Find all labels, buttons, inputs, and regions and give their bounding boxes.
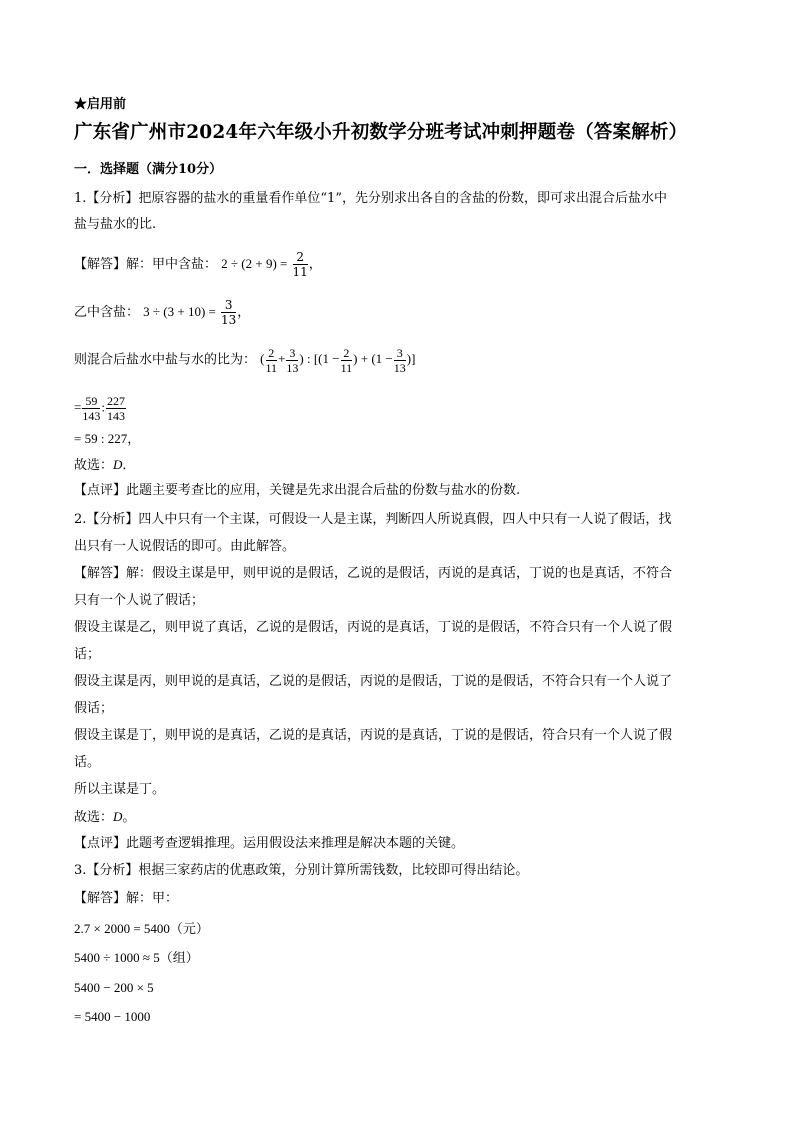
q2-solution-bing-cont: 假话； (74, 701, 114, 716)
confidential-mark: ★启用前 (74, 97, 127, 112)
q2-comment: 【点评】此题考查逻辑推理。运用假设法来推理是解决本题的关键。 (74, 836, 465, 851)
q3-calc-line2: 5400 ÷ 1000 ≈ 5（组） (74, 950, 199, 965)
q1-analysis-line1: 1.【分析】把原容器的盐水的重量看作单位“1”，先分别求出各自的含盐的份数，即可求出混合后盐水中 (74, 191, 667, 206)
q1-analysis-line2: 盐与盐水的比. (74, 217, 157, 232)
q2-analysis-line2: 出只有一人说假话的即可。由此解答。 (74, 539, 296, 554)
q2-solution-jia: 【解答】解：假设主谋是甲，则甲说的是假话，乙说的是假话，丙说的是真话，丁说的也是真话，不符合 (74, 566, 673, 581)
q1-jia-expression: 2 ÷ (2 + 9) = (221, 256, 288, 271)
q1-yi-expression: 3 ÷ (3 + 10) = (143, 304, 216, 319)
q1-solution-yi: 乙中含盐： 3 ÷ (3 + 10) = $\frac{3}{13}$ ， (74, 298, 251, 327)
q3-analysis: 3.【分析】根据三家药店的优惠政策，分别计算所需钱数，比较即可得出结论。 (74, 863, 529, 878)
q2-answer: 故选：D。 (74, 809, 136, 825)
q2-solution-bing: 假设主谋是丙，则甲说的是真话，乙说的是假话，丙说的是假话，丁说的是假话，不符合只有一个人说了 (74, 674, 673, 689)
q2-solution-jia-cont: 只有一个人说了假话； (74, 593, 205, 608)
q1-yi-prefix: 乙中含盐： (74, 305, 140, 320)
page-title: 广东省广州市2024年六年级小升初数学分班考试冲刺押题卷（答案解析） (74, 122, 688, 143)
q1-ratio-step2: = 59 : 227， (74, 431, 141, 446)
q1-ratio-prefix: 则混合后盐水中盐与水的比为： (74, 352, 257, 368)
section-heading: 一．选择题（满分10分） (74, 162, 223, 177)
q2-solution-ding-cont: 话。 (74, 755, 101, 770)
q2-analysis-line1: 2.【分析】四人中只有一个主谋，可假设一人是主谋，判断四人所说真假，四人中只有一人说了假话，找 (74, 512, 672, 527)
q2-solution-yi-cont: 话； (74, 647, 101, 662)
q3-calc-line1: 2.7 × 2000 = 5400（元） (74, 921, 209, 936)
q2-solution-yi: 假设主谋是乙，则甲说了真话，乙说的是假话，丙说的是真话，丁说的是假话，不符合只有一个人说了假 (74, 620, 673, 635)
q1-solution-jia: 【解答】解：甲中含盐： 2 ÷ (2 + 9) = $\frac{2}{11}$ ， (74, 250, 322, 279)
q3-calc-line3: 5400 − 200 × 5 (74, 980, 154, 995)
q3-solution: 【解答】解：甲： (74, 891, 179, 906)
q1-ratio-expression: ( $\frac{2}{11}$ + $\frac{3}{13}$ ) : [(1 − $\frac{2}{11}$ ) + (1 − $\frac{3}{13}$ )] (260, 346, 416, 375)
q1-ratio-step1: = $\frac{59}{143}$ : $\frac{227}{143}$ (74, 394, 125, 423)
q2-solution-ding: 假设主谋是丁，则甲说的是真话，乙说的是真话，丙说的是真话，丁说的是假话，符合只有一个人说了假 (74, 728, 673, 743)
q1-fraction-3-13: $\frac{3}{13}$ (221, 298, 237, 327)
q1-comment: 【点评】此题主要考查比的应用，关键是先求出混合后盐的份数与盐水的份数. (74, 483, 521, 498)
q3-calc-line4: = 5400 − 1000 (74, 1009, 151, 1024)
q2-conclusion: 所以主谋是丁。 (74, 782, 166, 797)
q1-answer: 故选：D． (74, 457, 136, 473)
q1-ratio-line (74, 346, 415, 375)
q1-solution-prefix: 【解答】解：甲中含盐： (74, 257, 218, 272)
q1-fraction-2-11: $\frac{2}{11}$ (292, 250, 308, 279)
